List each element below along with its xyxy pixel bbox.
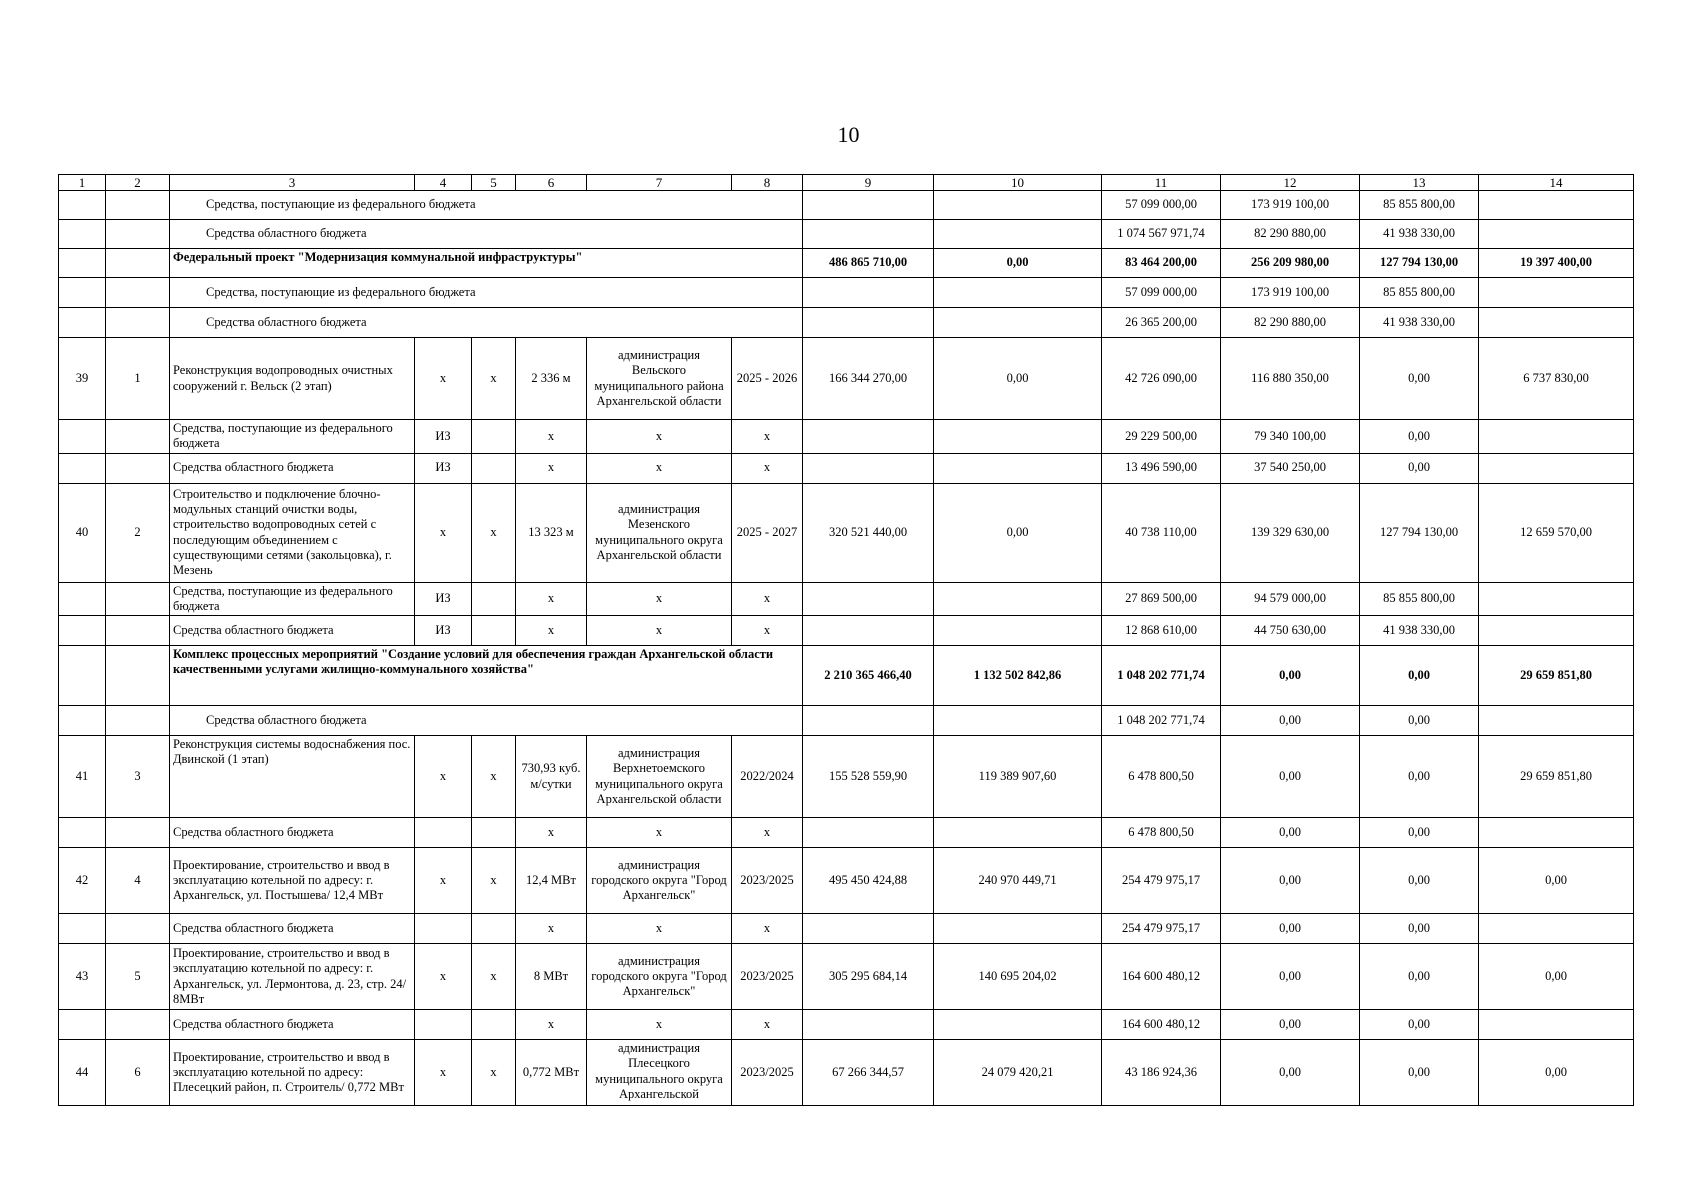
cell-capacity: 8 МВт xyxy=(516,944,587,1010)
table-row-section xyxy=(59,249,1634,278)
cell-amount: 0,00 xyxy=(1221,1010,1360,1040)
cell-x: х xyxy=(587,582,732,616)
cell-amount: 79 340 100,00 xyxy=(1221,420,1360,454)
cell-x: х xyxy=(587,914,732,944)
table-row xyxy=(59,420,1634,454)
table-row-object xyxy=(59,1040,1634,1106)
table-row xyxy=(59,582,1634,616)
cell-x: х xyxy=(587,1010,732,1040)
cell-amount: 486 865 710,00 xyxy=(803,249,934,278)
cell-amount: 6 478 800,50 xyxy=(1102,736,1221,818)
cell-amount: 127 794 130,00 xyxy=(1360,249,1479,278)
cell-object-name: Реконструкция водопроводных очистных сооружений г. Вельск (2 этап) xyxy=(170,338,415,420)
cell-amount: 41 938 330,00 xyxy=(1360,616,1479,646)
table-row-object xyxy=(59,483,1634,582)
table-row-object xyxy=(59,338,1634,420)
cell-period: 2025 - 2026 xyxy=(732,338,803,420)
cell-amount: 12 659 570,00 xyxy=(1479,483,1634,582)
cell-amount: 43 186 924,36 xyxy=(1102,1040,1221,1106)
cell-row-number: 39 xyxy=(59,338,106,420)
cell-amount: 13 496 590,00 xyxy=(1102,453,1221,483)
cell-x: х xyxy=(415,736,472,818)
cell-item-number: 2 xyxy=(106,483,170,582)
cell-amount: 0,00 xyxy=(1221,848,1360,914)
cell-amount: 0,00 xyxy=(1360,818,1479,848)
cell-amount: 0,00 xyxy=(1479,944,1634,1010)
cell-amount: 0,00 xyxy=(1360,420,1479,454)
cell-amount: 495 450 424,88 xyxy=(803,848,934,914)
cell-x: х xyxy=(415,1040,472,1106)
cell-x: х xyxy=(732,1010,803,1040)
cell-amount: 6 478 800,50 xyxy=(1102,818,1221,848)
table-row xyxy=(59,914,1634,944)
cell-amount: 12 868 610,00 xyxy=(1102,616,1221,646)
column-number: 7 xyxy=(587,175,732,191)
cell-amount: 254 479 975,17 xyxy=(1102,914,1221,944)
cell-x: х xyxy=(472,848,516,914)
cell-object-name: Проектирование, строительство и ввод в эксплуатацию котельной по адресу: г. Архангельск, ул. Лермонтова, д. 23, стр. 24/ 8МВт xyxy=(170,944,415,1010)
cell-x: х xyxy=(587,818,732,848)
funding-source-label: Средства, поступающие из федерального бюджета xyxy=(170,191,803,220)
cell-amount: 0,00 xyxy=(1221,818,1360,848)
cell-period: 2023/2025 xyxy=(732,848,803,914)
cell-administrator: администрация Мезенского муниципального округа Архангельской области xyxy=(587,483,732,582)
cell-amount: 0,00 xyxy=(1360,848,1479,914)
cell-x: х xyxy=(516,1010,587,1040)
cell-period: 2022/2024 xyxy=(732,736,803,818)
cell-amount: 164 600 480,12 xyxy=(1102,944,1221,1010)
cell-amount: 127 794 130,00 xyxy=(1360,483,1479,582)
cell-amount: 2 210 365 466,40 xyxy=(803,646,934,706)
cell-amount: 85 855 800,00 xyxy=(1360,278,1479,308)
cell-amount: 254 479 975,17 xyxy=(1102,848,1221,914)
cell-amount: 173 919 100,00 xyxy=(1221,278,1360,308)
cell-x: х xyxy=(472,736,516,818)
table-row-section xyxy=(59,646,1634,706)
cell-row-number: 40 xyxy=(59,483,106,582)
column-number: 4 xyxy=(415,175,472,191)
cell-code: ИЗ xyxy=(415,420,472,454)
cell-amount: 44 750 630,00 xyxy=(1221,616,1360,646)
cell-capacity: 0,772 МВт xyxy=(516,1040,587,1106)
cell-x: х xyxy=(415,483,472,582)
cell-amount: 0,00 xyxy=(1360,646,1479,706)
cell-amount: 57 099 000,00 xyxy=(1102,278,1221,308)
cell-x: х xyxy=(472,338,516,420)
cell-amount: 119 389 907,60 xyxy=(934,736,1102,818)
cell-row-number: 41 xyxy=(59,736,106,818)
cell-amount: 164 600 480,12 xyxy=(1102,1010,1221,1040)
cell-amount: 240 970 449,71 xyxy=(934,848,1102,914)
section-title: Федеральный проект "Модернизация коммунальной инфраструктуры" xyxy=(170,249,803,278)
table-row xyxy=(59,278,1634,308)
funding-source-label: Средства, поступающие из федерального бюджета xyxy=(170,278,803,308)
budget-table xyxy=(58,174,1634,1106)
cell-x: х xyxy=(732,453,803,483)
cell-object-name: Строительство и подключение блочно-модульных станций очистки воды, строительство водопроводных сетей с последующим объединением с существующими сетями (закольцовка), г. Мезень xyxy=(170,483,415,582)
cell-amount: 41 938 330,00 xyxy=(1360,308,1479,338)
funding-source-label: Средства областного бюджета xyxy=(170,616,415,646)
cell-x: х xyxy=(516,453,587,483)
cell-amount: 0,00 xyxy=(1221,914,1360,944)
funding-source-label: Средства областного бюджета xyxy=(170,453,415,483)
cell-x: х xyxy=(415,338,472,420)
cell-amount: 67 266 344,57 xyxy=(803,1040,934,1106)
table-row-object xyxy=(59,736,1634,818)
cell-capacity: 730,93 куб. м/сутки xyxy=(516,736,587,818)
cell-item-number: 4 xyxy=(106,848,170,914)
cell-row-number: 44 xyxy=(59,1040,106,1106)
table-row xyxy=(59,453,1634,483)
cell-amount: 57 099 000,00 xyxy=(1102,191,1221,220)
cell-x: х xyxy=(415,944,472,1010)
cell-x: х xyxy=(732,818,803,848)
table-row xyxy=(59,220,1634,249)
cell-amount: 1 048 202 771,74 xyxy=(1102,706,1221,736)
column-number: 9 xyxy=(803,175,934,191)
cell-x: х xyxy=(516,914,587,944)
cell-amount: 26 365 200,00 xyxy=(1102,308,1221,338)
cell-amount: 0,00 xyxy=(1360,706,1479,736)
cell-amount: 0,00 xyxy=(1221,944,1360,1010)
column-number: 5 xyxy=(472,175,516,191)
cell-code: ИЗ xyxy=(415,616,472,646)
cell-amount: 173 919 100,00 xyxy=(1221,191,1360,220)
table-row-object xyxy=(59,944,1634,1010)
funding-source-label: Средства областного бюджета xyxy=(170,914,415,944)
column-number-row xyxy=(59,175,1634,191)
cell-period: 2025 - 2027 xyxy=(732,483,803,582)
cell-amount: 0,00 xyxy=(1221,646,1360,706)
cell-amount: 29 659 851,80 xyxy=(1479,646,1634,706)
funding-source-label: Средства, поступающие из федерального бюджета xyxy=(170,420,415,454)
cell-amount: 82 290 880,00 xyxy=(1221,308,1360,338)
cell-amount: 0,00 xyxy=(1360,914,1479,944)
cell-amount: 0,00 xyxy=(1360,1040,1479,1106)
cell-amount: 0,00 xyxy=(1360,338,1479,420)
cell-amount: 305 295 684,14 xyxy=(803,944,934,1010)
cell-x: х xyxy=(587,420,732,454)
cell-amount: 166 344 270,00 xyxy=(803,338,934,420)
cell-capacity: 13 323 м xyxy=(516,483,587,582)
cell-administrator: администрация Вельского муниципального района Архангельской области xyxy=(587,338,732,420)
cell-row-number: 42 xyxy=(59,848,106,914)
cell-amount: 41 938 330,00 xyxy=(1360,220,1479,249)
cell-x: х xyxy=(516,616,587,646)
cell-code: ИЗ xyxy=(415,582,472,616)
column-number: 11 xyxy=(1102,175,1221,191)
cell-amount: 0,00 xyxy=(934,483,1102,582)
cell-amount: 320 521 440,00 xyxy=(803,483,934,582)
funding-source-label: Средства областного бюджета xyxy=(170,706,803,736)
cell-x: х xyxy=(472,1040,516,1106)
cell-amount: 85 855 800,00 xyxy=(1360,582,1479,616)
column-number: 10 xyxy=(934,175,1102,191)
cell-x: х xyxy=(732,914,803,944)
cell-amount: 139 329 630,00 xyxy=(1221,483,1360,582)
cell-x: х xyxy=(732,582,803,616)
cell-period: 2023/2025 xyxy=(732,1040,803,1106)
cell-x: х xyxy=(732,420,803,454)
table-row xyxy=(59,308,1634,338)
cell-item-number: 1 xyxy=(106,338,170,420)
cell-amount: 0,00 xyxy=(1360,453,1479,483)
column-number: 6 xyxy=(516,175,587,191)
cell-item-number: 5 xyxy=(106,944,170,1010)
cell-object-name: Проектирование, строительство и ввод в эксплуатацию котельной по адресу: г. Архангельск, ул. Постышева/ 12,4 МВт xyxy=(170,848,415,914)
cell-amount: 0,00 xyxy=(1479,848,1634,914)
cell-amount: 85 855 800,00 xyxy=(1360,191,1479,220)
cell-x: х xyxy=(732,616,803,646)
section-title: Комплекс процессных мероприятий "Создание условий для обеспечения граждан Архангельской области качественными услугами жилищно-коммунального хозяйства" xyxy=(170,646,803,706)
cell-x: х xyxy=(516,582,587,616)
cell-amount: 29 659 851,80 xyxy=(1479,736,1634,818)
funding-source-label: Средства областного бюджета xyxy=(170,818,415,848)
table-row xyxy=(59,616,1634,646)
cell-amount: 19 397 400,00 xyxy=(1479,249,1634,278)
cell-period: 2023/2025 xyxy=(732,944,803,1010)
cell-amount: 1 048 202 771,74 xyxy=(1102,646,1221,706)
column-number: 12 xyxy=(1221,175,1360,191)
cell-amount: 155 528 559,90 xyxy=(803,736,934,818)
table-row xyxy=(59,1010,1634,1040)
cell-object-name: Проектирование, строительство и ввод в эксплуатацию котельной по адресу: Плесецкий район, п. Строитель/ 0,772 МВт xyxy=(170,1040,415,1106)
table-row xyxy=(59,191,1634,220)
page-number: 10 xyxy=(837,122,860,147)
cell-amount: 24 079 420,21 xyxy=(934,1040,1102,1106)
cell-amount: 82 290 880,00 xyxy=(1221,220,1360,249)
cell-item-number: 3 xyxy=(106,736,170,818)
cell-amount: 6 737 830,00 xyxy=(1479,338,1634,420)
cell-administrator: администрация Плесецкого муниципального округа Архангельской xyxy=(587,1040,732,1106)
cell-row-number: 43 xyxy=(59,944,106,1010)
cell-x: х xyxy=(587,453,732,483)
cell-amount: 42 726 090,00 xyxy=(1102,338,1221,420)
cell-amount: 1 074 567 971,74 xyxy=(1102,220,1221,249)
column-number: 8 xyxy=(732,175,803,191)
cell-x: х xyxy=(516,818,587,848)
cell-x: х xyxy=(516,420,587,454)
cell-capacity: 12,4 МВт xyxy=(516,848,587,914)
cell-amount: 0,00 xyxy=(1360,1010,1479,1040)
table-row xyxy=(59,706,1634,736)
cell-amount: 0,00 xyxy=(934,338,1102,420)
cell-administrator: администрация городского округа "Город Архангельск" xyxy=(587,848,732,914)
cell-amount: 0,00 xyxy=(1360,736,1479,818)
cell-amount: 37 540 250,00 xyxy=(1221,453,1360,483)
cell-amount: 256 209 980,00 xyxy=(1221,249,1360,278)
column-number: 1 xyxy=(59,175,106,191)
column-number: 3 xyxy=(170,175,415,191)
cell-amount: 0,00 xyxy=(1221,736,1360,818)
column-number: 2 xyxy=(106,175,170,191)
cell-administrator: администрация городского округа "Город Архангельск" xyxy=(587,944,732,1010)
cell-amount: 27 869 500,00 xyxy=(1102,582,1221,616)
cell-amount: 0,00 xyxy=(1360,944,1479,1010)
cell-amount: 29 229 500,00 xyxy=(1102,420,1221,454)
column-number: 13 xyxy=(1360,175,1479,191)
cell-object-name: Реконструкция системы водоснабжения пос. Двинской (1 этап) xyxy=(170,736,415,818)
funding-source-label: Средства областного бюджета xyxy=(170,308,803,338)
funding-source-label: Средства областного бюджета xyxy=(170,220,803,249)
cell-amount: 0,00 xyxy=(1221,1040,1360,1106)
cell-capacity: 2 336 м xyxy=(516,338,587,420)
cell-x: х xyxy=(472,944,516,1010)
cell-amount: 140 695 204,02 xyxy=(934,944,1102,1010)
cell-x: х xyxy=(472,483,516,582)
cell-amount: 0,00 xyxy=(1479,1040,1634,1106)
column-number: 14 xyxy=(1479,175,1634,191)
cell-amount: 116 880 350,00 xyxy=(1221,338,1360,420)
cell-amount: 40 738 110,00 xyxy=(1102,483,1221,582)
cell-amount: 83 464 200,00 xyxy=(1102,249,1221,278)
table-row xyxy=(59,818,1634,848)
cell-x: х xyxy=(587,616,732,646)
table-row-object xyxy=(59,848,1634,914)
cell-amount: 0,00 xyxy=(1221,706,1360,736)
cell-x: х xyxy=(415,848,472,914)
cell-amount: 0,00 xyxy=(934,249,1102,278)
cell-code: ИЗ xyxy=(415,453,472,483)
cell-amount: 94 579 000,00 xyxy=(1221,582,1360,616)
cell-administrator: администрация Верхнетоемского муниципального округа Архангельской области xyxy=(587,736,732,818)
funding-source-label: Средства областного бюджета xyxy=(170,1010,415,1040)
funding-source-label: Средства, поступающие из федерального бюджета xyxy=(170,582,415,616)
cell-amount: 1 132 502 842,86 xyxy=(934,646,1102,706)
cell-item-number: 6 xyxy=(106,1040,170,1106)
